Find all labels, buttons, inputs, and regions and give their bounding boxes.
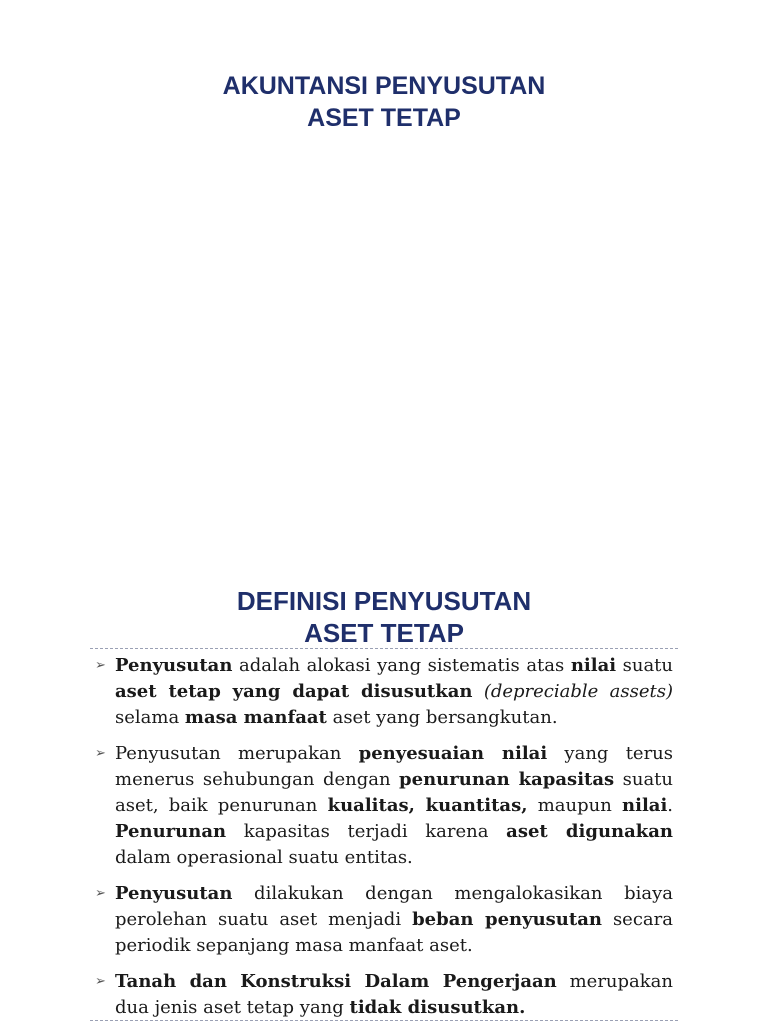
divider-bottom — [90, 1020, 678, 1021]
text-run: . — [667, 795, 674, 816]
bold-term: Tanah dan Konstruksi Dalam Pengerjaan — [115, 971, 557, 992]
bold-term: beban penyusutan — [412, 909, 602, 930]
bullet-item — [95, 969, 673, 1021]
definition-bullet-list — [95, 653, 673, 1031]
bullet-item — [95, 741, 673, 871]
text-run: kapasitas terjadi karena — [226, 821, 507, 842]
text-run: dalam operasional suatu entitas. — [115, 847, 413, 868]
text-run: merupakan dua jenis aset tetap yang — [115, 971, 673, 1018]
definition-title-line-2: ASET TETAP — [304, 618, 464, 648]
arrow-bullet-icon: ➢ — [95, 886, 106, 901]
text-run: adalah alokasi yang sistematis atas — [232, 655, 571, 676]
text-run: Penyusutan merupakan — [115, 743, 359, 764]
text-run: suatu aset, baik penurunan — [115, 769, 674, 816]
arrow-bullet-icon: ➢ — [95, 658, 106, 673]
bold-term: nilai — [570, 655, 617, 676]
bold-term: Penyusutan — [115, 883, 233, 904]
bold-term: Penurunan — [115, 821, 227, 842]
divider-top — [90, 648, 678, 649]
text-run: aset yang bersangkutan. — [326, 707, 558, 728]
text-run: maupun — [527, 795, 623, 816]
bullet-item — [95, 653, 673, 731]
text-run: dilakukan dengan mengalokasikan biaya perolehan suatu aset menjadi — [115, 883, 673, 930]
title-slide-heading — [0, 70, 768, 134]
text-run: selama — [115, 707, 185, 728]
bold-term: Penyusutan — [115, 655, 233, 676]
bold-term: aset digunakan — [506, 821, 673, 842]
arrow-bullet-icon: ➢ — [95, 746, 106, 761]
title-line-1: AKUNTANSI PENYUSUTAN — [222, 72, 546, 100]
text-run — [472, 681, 483, 702]
title-line-2: ASET TETAP — [307, 104, 461, 132]
arrow-bullet-icon: ➢ — [95, 974, 106, 989]
bold-term: penurunan kapasitas — [399, 769, 615, 790]
definition-heading — [0, 585, 768, 649]
bold-term: kualitas, kuantitas, — [327, 795, 528, 816]
text-run: yang terus menerus sehubungan dengan — [115, 743, 674, 790]
bullet-item — [95, 881, 673, 959]
bold-term: aset tetap yang dapat disusutkan — [115, 681, 473, 702]
bold-term: masa manfaat — [184, 707, 327, 728]
italic-term: (depreciable assets) — [483, 681, 674, 702]
bold-term: penyesuaian nilai — [358, 743, 548, 764]
bold-term: tidak disusutkan. — [349, 997, 526, 1018]
bold-term: nilai — [622, 795, 668, 816]
text-run: secara periodik sepanjang masa manfaat aset. — [115, 909, 673, 956]
text-run: suatu — [616, 655, 674, 676]
definition-title-line-1: DEFINISI PENYUSUTAN — [236, 586, 532, 616]
